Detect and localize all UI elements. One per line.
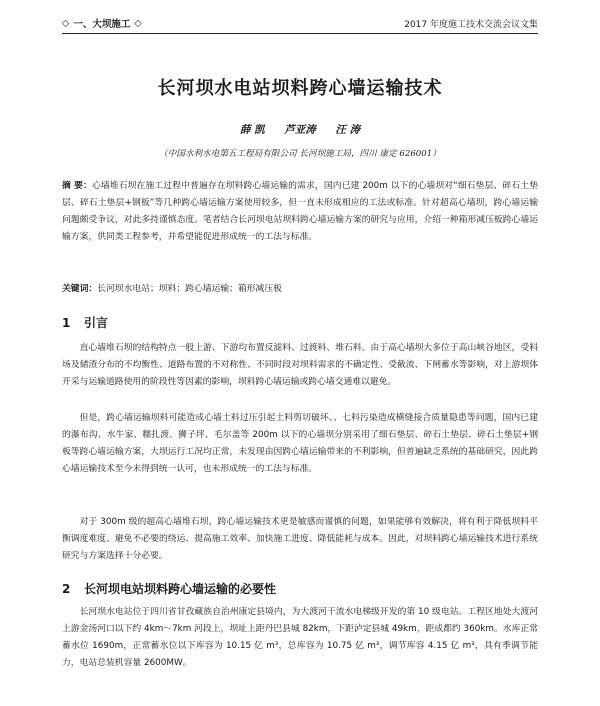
section-heading <box>62 580 276 597</box>
running-header <box>62 14 538 32</box>
section-title: 长河坝电站坝料跨心墙运输的必要性 <box>84 582 277 596</box>
keywords-text: 长河坝水电站；坝料；跨心墙运输；箱形减压板 <box>97 284 282 294</box>
body-paragraph: 直心墙堆石坝的结构特点一般上游、下游均布置反滤料、过渡料、堆石料。由于高心墙坝大多位于高山峡谷地区，受料场及储渣分布的不均衡性、道路布置的不对称性、不同时段对坝料需求的不确定性、受截流、下闸蓄水等影响，对上游坝体开采与运输道路使用的阶段性等因素的影响，坝料跨心墙运输或跨心墙交通难以避免。 <box>62 343 538 387</box>
author-name: 汪 涛 <box>335 124 361 136</box>
author-name: 薛 凯 <box>239 124 265 136</box>
paper-title: 长河坝水电站坝料跨心墙运输技术 <box>157 78 443 99</box>
body-paragraph: 但是，跨心墙运输坝料可能造成心墙土料过压引起土料剪切破坏、、七料污染造成横缝接合质量隐患等问题，国内已建的瀑布沟、水牛家、糯扎渡、狮子坪、毛尔盖等 200m 以下的心墙坝分别采用了细石垫层、碎石土垫层、碎石土垫层+钢板等跨心墙运输方案，大坝运行工况均正常，未发现由因跨心墙运输带来的不利影响，但普遍缺乏系统的基础研究，因此跨心墙运输技术至今未得到统一认可，也未形成统一的工法与标准。 <box>62 413 538 474</box>
diamond-icon: ◇ <box>62 17 70 29</box>
abstract-label: 摘 要： <box>62 181 92 191</box>
keywords <box>62 281 538 294</box>
section-number: 1 <box>62 316 71 330</box>
journal-name: 2017 年度施工技术交流会议文集 <box>404 19 538 30</box>
keywords-label: 关键词： <box>62 284 98 294</box>
section-heading <box>62 314 108 331</box>
abstract-text: 心墙堆石坝在施工过程中普遍存在坝料跨心墙运输的需求，国内已建 200m 以下的心墙坝对“细石垫层、碎石土垫层、碎石土垫层+钢板”等几种跨心墙运输方案使用较多，但一直未形成相应的工法或标准。针对超高心墙坝，跨心墙运输问题颇受争议，对此多持谨慎态度。笔者结合长河坝电站坝料跨心墙运输方案的研究与应用，介绍一种箱形减压板跨心墙运输方案，供同类工程参考，并希望能促进形成统一的工法与标准。 <box>62 181 538 242</box>
header-rule <box>62 33 538 34</box>
body-paragraph: 对于 300m 级的超高心墙堆石坝，跨心墙运输技术更是敏感而谨慎的问题，如果能够有效解决，将有利于降低坝料平衡调度难度、避免不必要的绕运、提高施工效率、加快施工进度、降低能耗与成本。因此，对坝料跨心墙运输技术进行系统研究与方案选择十分必要。 <box>62 517 538 561</box>
affiliation: （中国水利水电第五工程局有限公司 长河坝施工局，四川 康定 626001） <box>159 149 441 159</box>
running-header-section <box>62 16 142 30</box>
diamond-icon: ◇ <box>134 17 142 29</box>
section-title: 引言 <box>84 316 109 330</box>
abstract <box>62 178 538 246</box>
body-paragraph: 长河坝水电站位于四川省甘孜藏族自治州康定县境内，为大渡河干流水电梯级开发的第 10 级电站。工程区地处大渡河上游金汤河口以下约 4km～7km 河段上，坝址上距丹巴县城 82km，下距泸定县城 49km，距成都约 360km。水库正常蓄水位 1690m，正常蓄水位以下库容为 10.15 亿 m³，总库容为 10.75 亿 m³，调节库容 4.15 亿 m³，具有季调节能力，电站总装机容量 2600MW。 <box>62 607 538 668</box>
author-name: 芦亚涛 <box>284 124 316 136</box>
section-number: 2 <box>62 582 71 596</box>
author-list <box>0 122 600 137</box>
section-label: 一、大坝施工 <box>73 19 131 30</box>
